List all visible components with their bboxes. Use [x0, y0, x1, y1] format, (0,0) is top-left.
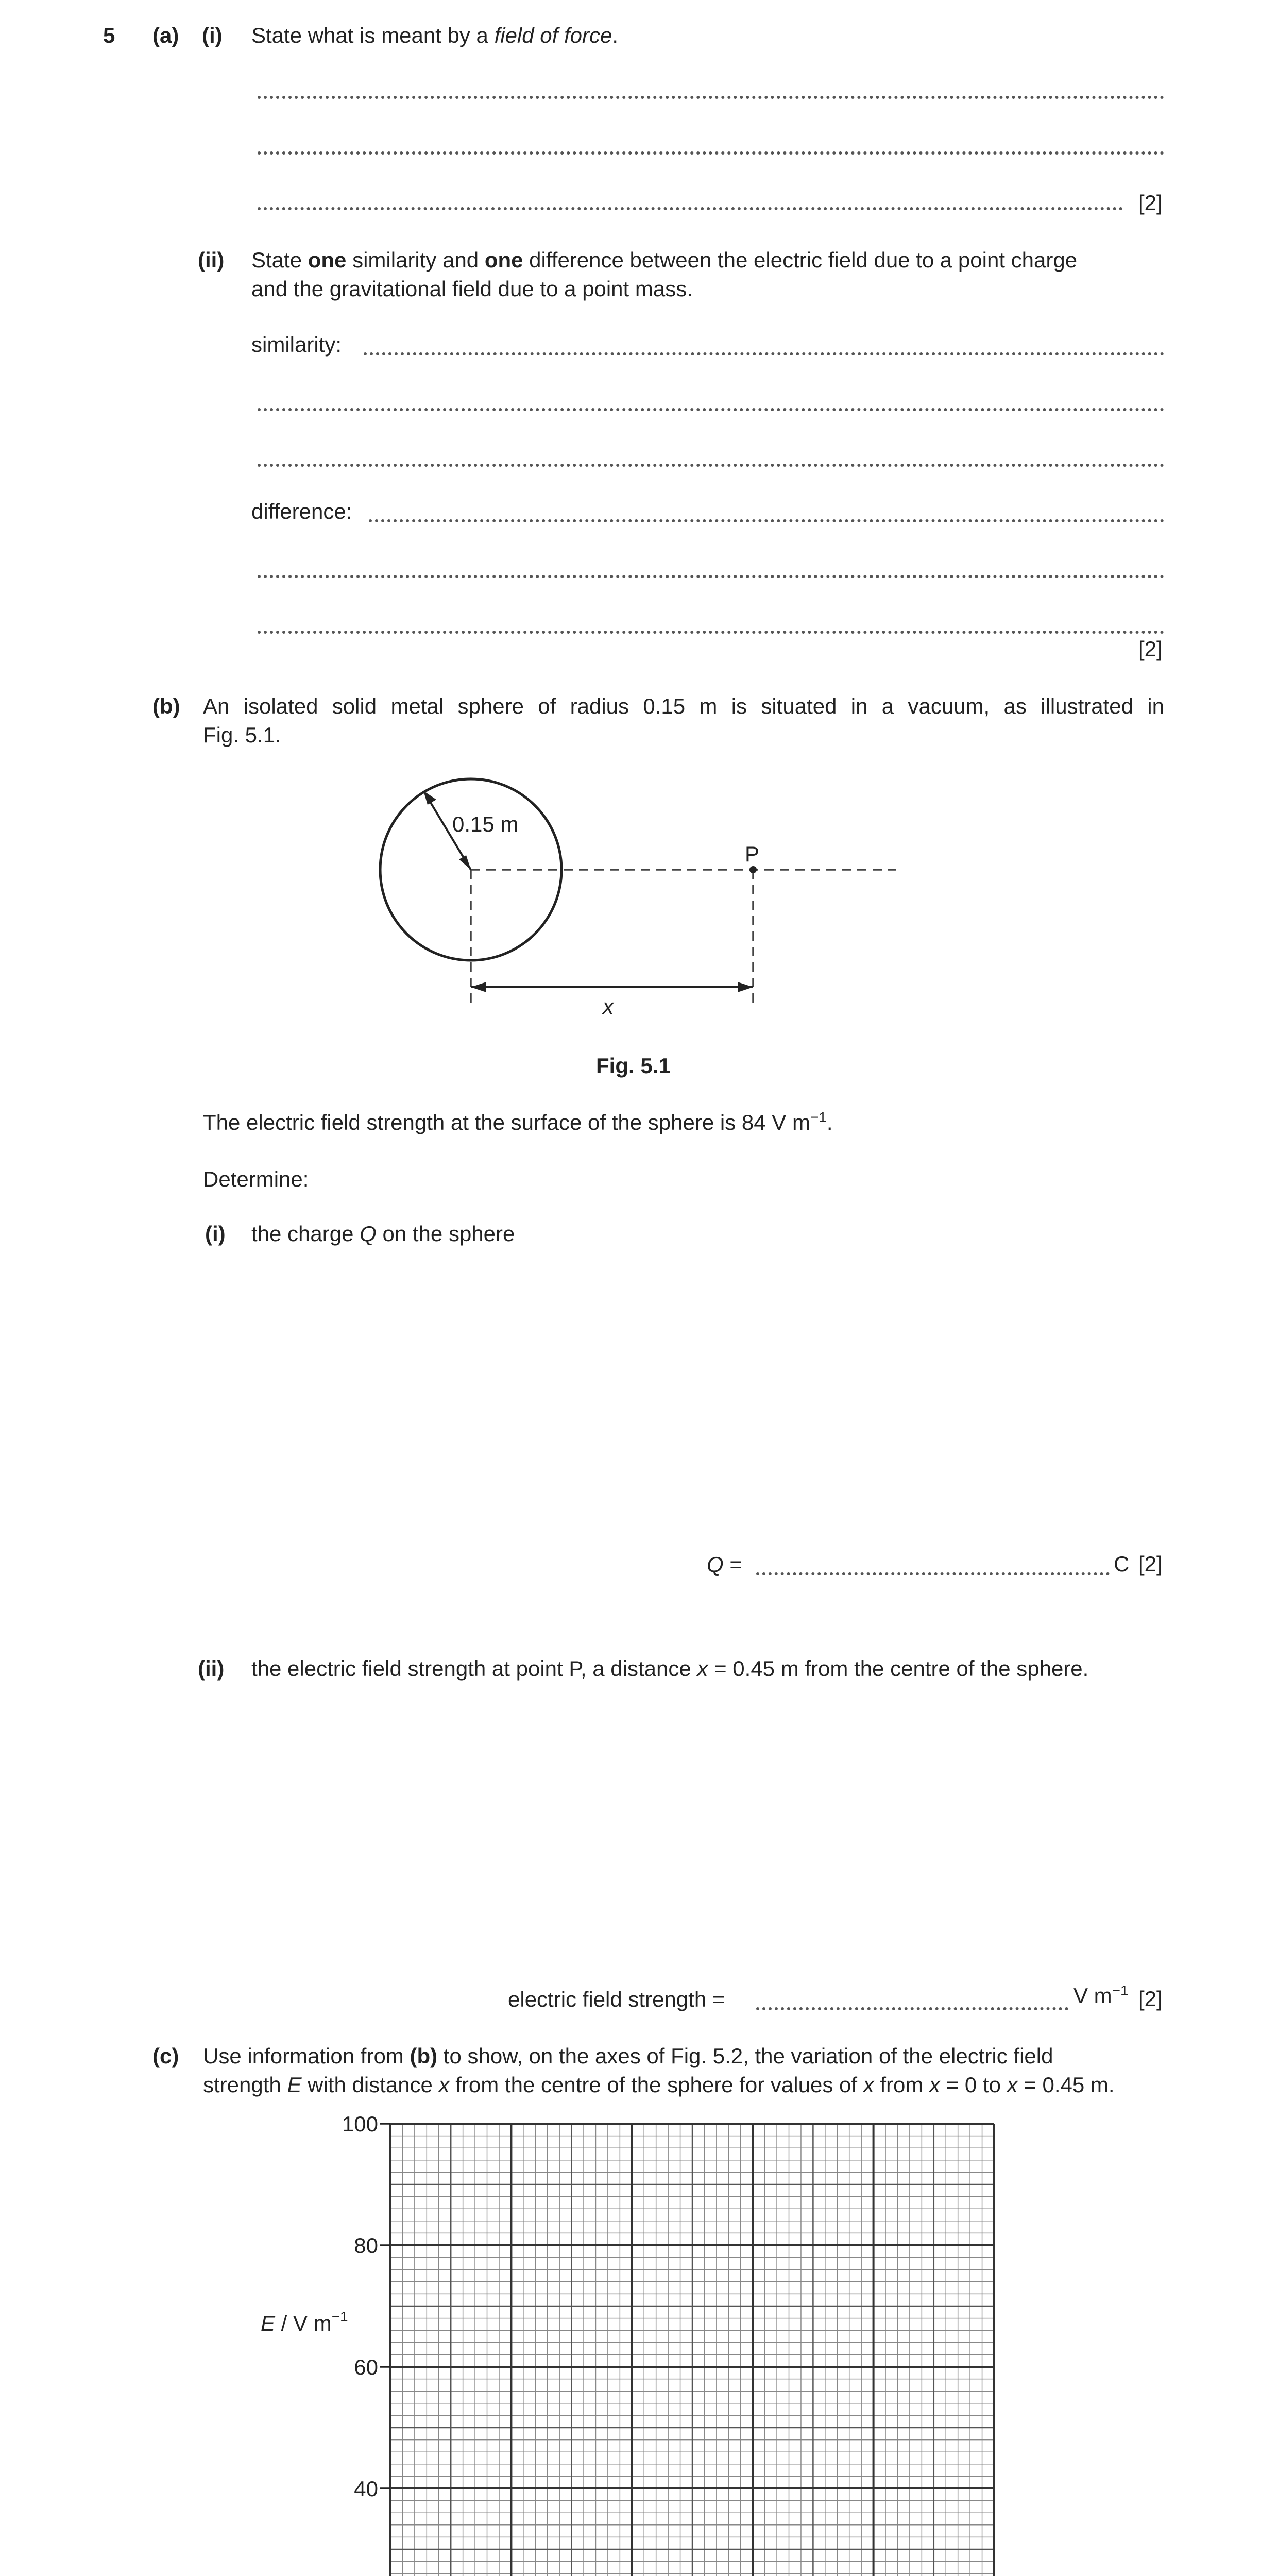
part-a-ii-label: (ii) — [198, 248, 225, 272]
grid-mid-lines — [390, 2124, 994, 2576]
field-statement: The electric field strength at the surface of the sphere is 84 V $m^{-1}$. — [203, 1109, 833, 1134]
part-a-ii-prompt-line2: and the gravitational field due to a point mass. — [251, 277, 693, 301]
field-strength-unit: V $m^{-1}$ — [1073, 1982, 1129, 2008]
marks-b-ii: [2] — [1138, 1987, 1163, 2011]
part-c-line2: strength E with distance x from the centre of the sphere for values of x from x = 0 to x = 0.45 m. — [203, 2073, 1115, 2097]
answer-field-strength-label: electric field strength = — [508, 1987, 725, 2011]
part-b-ii-label: (ii) — [198, 1656, 225, 1681]
part-a-ii-prompt-line1: State one similarity and one difference between the electric field due to a point charge — [251, 248, 1078, 272]
marks-b-i: [2] — [1138, 1552, 1163, 1576]
point-p-label: P — [745, 842, 760, 866]
charge-unit: C — [1114, 1552, 1130, 1576]
y-tick-label: 60 — [354, 2355, 378, 2379]
y-axis-label: E / V $m^{-1}$ — [261, 2309, 348, 2335]
y-tick-label: 100 — [342, 2112, 378, 2136]
y-tick-label: 80 — [354, 2233, 378, 2258]
distance-x-label: x — [603, 994, 614, 1019]
axis-tick-labels — [342, 2112, 1009, 2576]
determine-label: Determine: — [203, 1167, 309, 1191]
part-a-i-label: (i) — [202, 23, 223, 47]
answer-q-label: Q = — [707, 1552, 742, 1577]
part-b-intro-line1: An isolated solid metal sphere of radius 0.15 m is situated in a vacuum, as illustrated in — [203, 694, 1164, 718]
fig-5-1-caption: Fig. 5.1 — [596, 1054, 671, 1078]
part-b-intro-line2: Fig. 5.1. — [203, 723, 281, 747]
part-b-label: (b) — [152, 694, 180, 718]
marks-a-ii: [2] — [1138, 637, 1163, 661]
y-tick-label: 40 — [354, 2477, 378, 2501]
part-a-i-prompt: State what is meant by a field of force. — [251, 23, 619, 47]
part-c-label: (c) — [152, 2044, 179, 2068]
similarity-label: similarity: — [251, 332, 342, 357]
marks-a-i: [2] — [1138, 191, 1163, 215]
part-c-line1: Use information from (b) to show, on the axes of Fig. 5.2, the variation of the electric field — [203, 2044, 1053, 2068]
axis-ticks — [380, 2124, 994, 2576]
part-b-i-prompt: the charge Q on the sphere — [251, 1222, 515, 1246]
radius-label: 0.15 m — [452, 812, 519, 836]
part-a-label: (a) — [152, 23, 179, 47]
part-b-i-label: (i) — [205, 1222, 226, 1246]
question-number: 5 — [103, 23, 115, 47]
difference-label: difference: — [251, 499, 352, 523]
part-b-ii-prompt: the electric field strength at point P, a distance x = 0.45 m from the centre of the sphere. — [251, 1656, 1089, 1681]
